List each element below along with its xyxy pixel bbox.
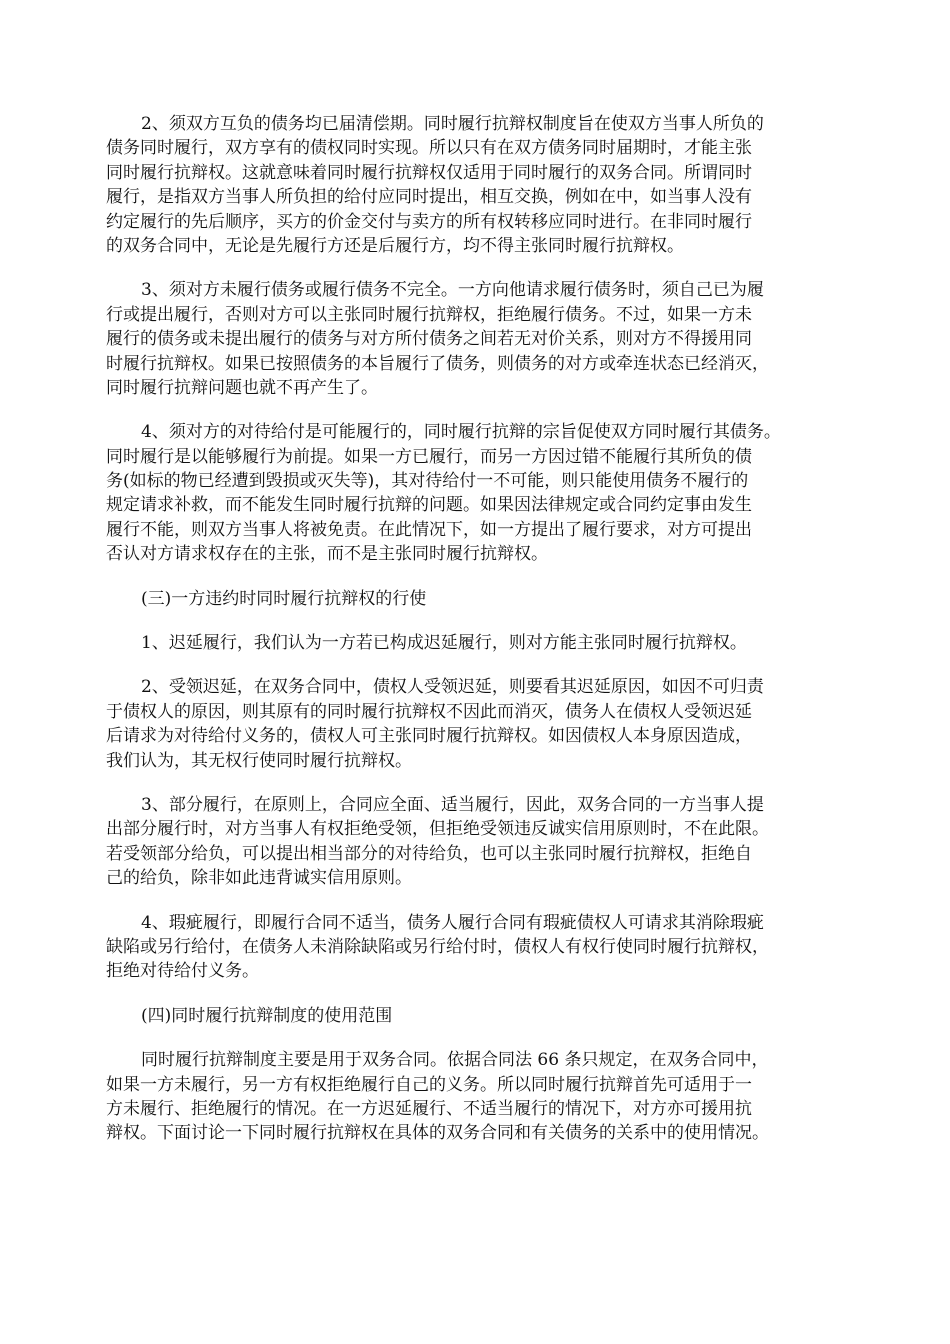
section-heading: (三)一方违约时同时履行抗辩权的行使: [141, 588, 427, 609]
text-line: 履行不能，则双方当事人将被免责。在此情况下，如一方提出了履行要求，对方可提出: [106, 519, 752, 540]
text-line: 我们认为，其无权行使同时履行抗辩权。: [106, 750, 412, 771]
text-line: 约定履行的先后顺序，买方的价金交付与卖方的所有权转移应同时进行。在非同时履行: [106, 211, 752, 232]
text-line: 出部分履行时，对方当事人有权拒绝受领，但拒绝受领违反诚实信用原则时，不在此限。: [106, 819, 769, 840]
text-line: 于债权人的原因，则其原有的同时履行抗辩权不因此而消灭，债务人在债权人受领迟延: [106, 701, 752, 722]
text-line: 否认对方请求权存在的主张，而不是主张同时履行抗辩权。: [106, 544, 548, 565]
document-page: [106, 112, 846, 1166]
text-line: 辩权。下面讨论一下同时履行抗辩权在具体的双务合同和有关债务的关系中的使用情况。: [106, 1123, 769, 1144]
paragraph-scope-of-application: [106, 1048, 846, 1146]
text-line: 履行，是指双方当事人所负担的给付应同时提出，相互交换，例如在中，如当事人没有: [106, 187, 752, 208]
text-line: 同时履行抗辩问题也就不再产生了。: [106, 377, 378, 398]
text-line: 行或提出履行，否则对方可以主张同时履行抗辩权，拒绝履行债务。不过，如果一方未: [106, 304, 752, 325]
text-line: 己的给负，除非如此违背诚实信用原则。: [106, 868, 412, 889]
text-line: 如果一方未履行，另一方有权拒绝履行自己的义务。所以同时履行抗辩首先可适用于一: [106, 1074, 752, 1095]
text-line: 2、受领迟延，在双务合同中，债权人受领迟延，则要看其迟延原因，如因不可归责: [141, 677, 764, 698]
text-line: 1、迟延履行，我们认为一方若已构成迟延履行，则对方能主张同时履行抗辩权。: [141, 633, 747, 654]
text-line: 3、须对方未履行债务或履行债务不完全。一方向他请求履行债务时，须自己已为履: [141, 280, 764, 301]
text-line: 后请求为对待给付义务的，债权人可主张同时履行抗辩权。如因债权人本身原因造成，: [106, 726, 752, 747]
text-line: 规定请求补救，而不能发生同时履行抗辩的问题。如果因法律规定或合同约定事由发生: [106, 495, 752, 516]
text-line: 缺陷或另行给付，在债务人未消除缺陷或另行给付时，债权人有权行使同时履行抗辩权，: [106, 936, 769, 957]
text-line: 方未履行、拒绝履行的情况。在一方迟延履行、不适当履行的情况下，对方亦可援用抗: [106, 1098, 752, 1119]
text-line: 务(如标的物已经遭到毁损或灭失等)，其对待给付一不可能，则只能使用债务不履行的: [106, 471, 749, 492]
text-line: 履行的债务或未提出履行的债务与对方所付债务之间若无对价关系，则对方不得援用同: [106, 329, 752, 350]
text-line: 若受领部分给负，可以提出相当部分的对待给负，也可以主张同时履行抗辩权，拒绝自: [106, 843, 752, 864]
text-line: 同时履行是以能够履行为前提。如果一方已履行，而另一方因过错不能履行其所负的债: [106, 446, 752, 467]
text-line: 时履行抗辩权。如果已按照债务的本旨履行了债务，则债务的对方或牵连状态已经消灭，: [106, 353, 769, 374]
text-line: 拒绝对待给付义务。: [106, 961, 259, 982]
text-line: 的双务合同中，无论是先履行方还是后履行方，均不得主张同时履行抗辩权。: [106, 235, 684, 256]
section-heading: (四)同时履行抗辩制度的使用范围: [141, 1005, 393, 1026]
text-line: 同时履行抗辩制度主要是用于双务合同。依据合同法 66 条只规定，在双务合同中，: [141, 1050, 769, 1071]
paragraph-delayed-performance: [106, 631, 846, 655]
paragraph-acceptance-delay: [106, 675, 846, 773]
paragraph-defective-performance: [106, 911, 846, 984]
section-heading-scope: [106, 1004, 846, 1028]
paragraph-deadline-condition: [106, 112, 846, 258]
section-heading-breach: [106, 587, 846, 611]
paragraph-possible-performance-condition: [106, 420, 846, 566]
paragraph-nonperformance-condition: [106, 278, 846, 400]
text-line: 同时履行抗辩权。这就意味着同时履行抗辩权仅适用于同时履行的双务合同。所谓同时: [106, 162, 752, 183]
text-line: 债务同时履行，双方享有的债权同时实现。所以只有在双方债务同时届期时，才能主张: [106, 138, 752, 159]
text-line: 4、瑕疵履行，即履行合同不适当，债务人履行合同有瑕疵债权人可请求其消除瑕疵: [141, 912, 764, 933]
text-line: 3、部分履行，在原则上，合同应全面、适当履行，因此，双务合同的一方当事人提: [141, 794, 764, 815]
paragraph-partial-performance: [106, 793, 846, 891]
text-line: 2、须双方互负的债务均已届清偿期。同时履行抗辩权制度旨在使双方当事人所负的: [141, 114, 764, 134]
text-line: 4、须对方的对待给付是可能履行的，同时履行抗辩的宗旨促使双方同时履行其债务。: [141, 422, 781, 443]
